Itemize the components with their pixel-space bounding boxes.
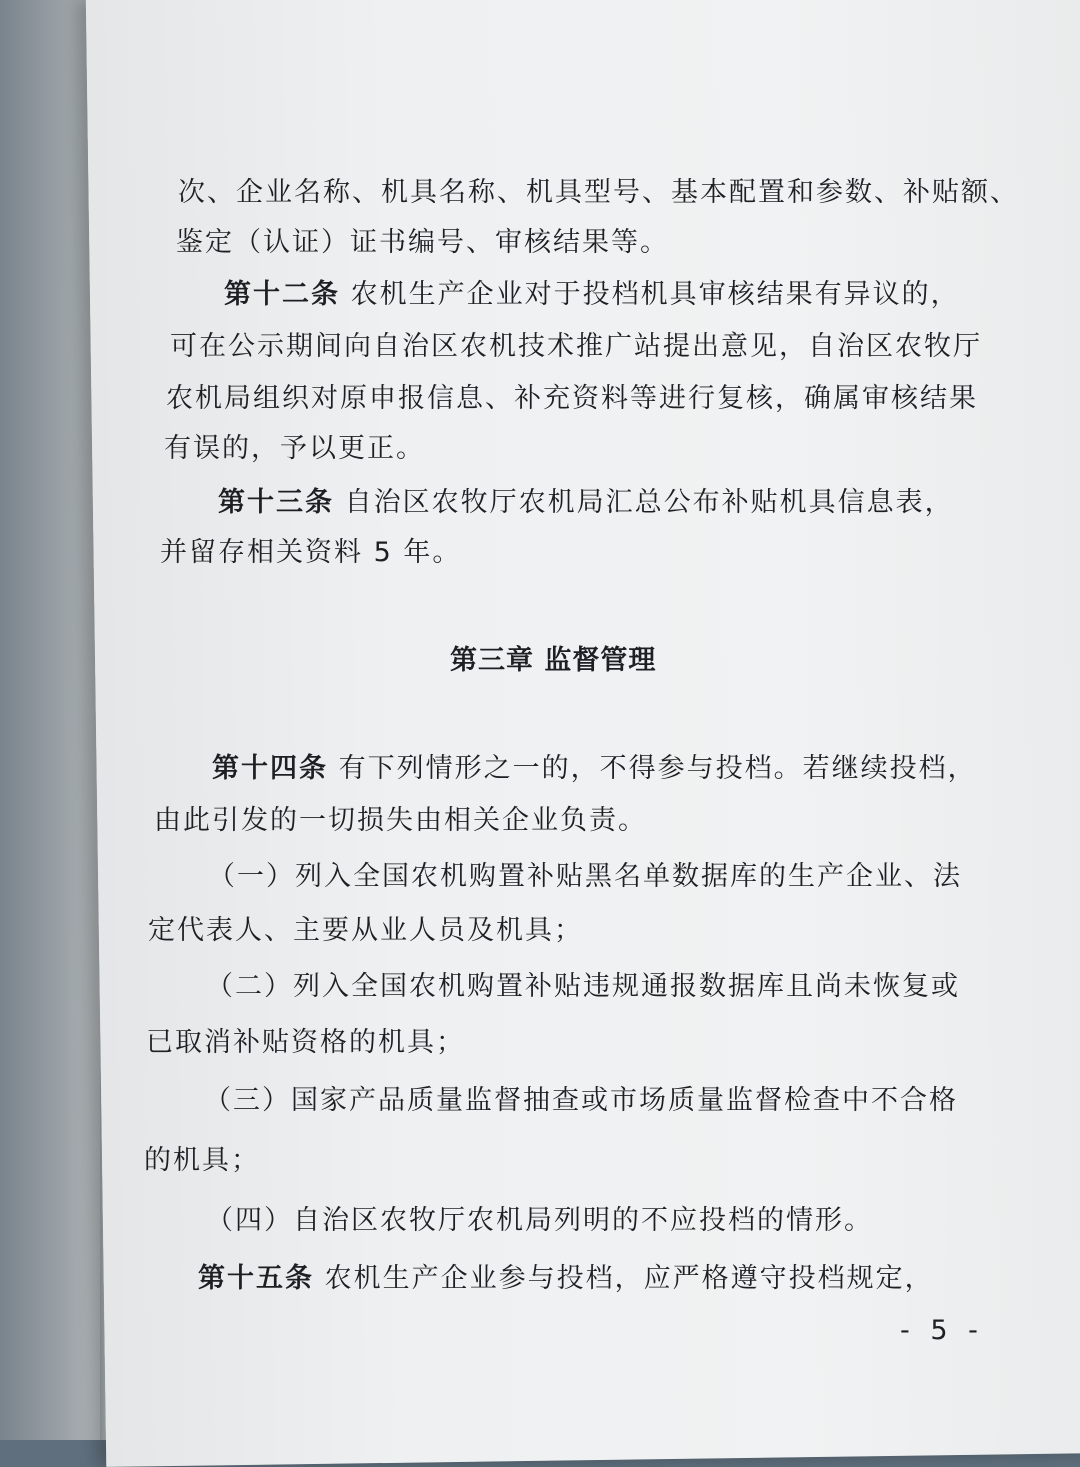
- page-number-text: - 5 -: [900, 1315, 984, 1346]
- text-line: [206, 970, 960, 1004]
- text-line: [206, 1204, 873, 1238]
- article-15-line: [198, 1262, 934, 1296]
- line-text: 可在公示期间向自治区农机技术推广站提出意见，自治区农牧厅: [170, 331, 982, 362]
- article-number: 第十三条: [218, 487, 334, 518]
- text-line: [154, 804, 647, 838]
- line-text: 已取消补贴资格的机具；: [146, 1027, 465, 1058]
- article-number: 第十四条: [212, 753, 328, 784]
- article-number: 第十五条: [198, 1263, 314, 1294]
- line-text: 自治区农牧厅农机局汇总公布补贴机具信息表，: [344, 487, 954, 518]
- text-line: [204, 1084, 958, 1118]
- article-14-line: [212, 752, 977, 786]
- line-text: 并留存相关资料 5 年。: [160, 537, 462, 568]
- line-text: 有下列情形之一的，不得参与投档。若继续投档，: [338, 753, 977, 784]
- text-line: [160, 536, 461, 570]
- heading-text: 第三章 监督管理: [450, 645, 657, 676]
- line-text: 农机局组织对原申报信息、补充资料等进行复核，确属审核结果: [166, 383, 978, 414]
- line-text: （三）国家产品质量监督抽查或市场质量监督检查中不合格: [204, 1085, 958, 1116]
- text-line: [164, 432, 425, 466]
- text-line: [144, 1144, 260, 1178]
- line-text: 次、企业名称、机具名称、机具型号、基本配置和参数、补贴额、: [178, 177, 1019, 208]
- line-text: 农机生产企业对于投档机具审核结果有异议的，: [350, 279, 960, 310]
- line-text: 鉴定（认证）证书编号、审核结果等。: [176, 227, 669, 258]
- article-number: 第十二条: [224, 279, 340, 310]
- line-text: （二）列入全国农机购置补贴违规通报数据库且尚未恢复或: [206, 971, 960, 1002]
- text-line: [208, 860, 962, 894]
- text-line: [146, 1026, 465, 1060]
- text-line: [170, 330, 982, 364]
- line-text: 定代表人、主要从业人员及机具；: [148, 915, 583, 946]
- line-text: 的机具；: [144, 1145, 260, 1176]
- line-text: （四）自治区农牧厅农机局列明的不应投档的情形。: [206, 1205, 873, 1236]
- line-text: 由此引发的一切损失由相关企业负责。: [154, 805, 647, 836]
- text-line: [178, 176, 1019, 210]
- page-number: [900, 1314, 984, 1348]
- line-text: 有误的，予以更正。: [164, 433, 425, 464]
- line-text: 农机生产企业参与投档，应严格遵守投档规定，: [324, 1263, 934, 1294]
- text-line: [176, 226, 669, 260]
- line-text: （一）列入全国农机购置补贴黑名单数据库的生产企业、法: [208, 861, 962, 892]
- text-line: [166, 382, 978, 416]
- text-line: [148, 914, 583, 948]
- article-12-line: [224, 278, 960, 312]
- chapter-heading: [450, 644, 656, 678]
- article-13-line: [218, 486, 954, 520]
